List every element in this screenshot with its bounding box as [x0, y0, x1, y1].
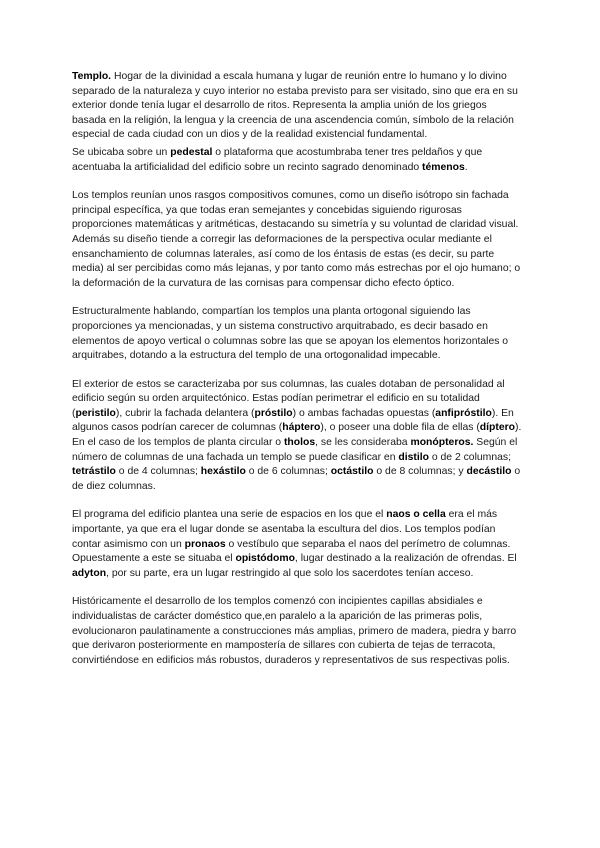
term-anfiprostilo: anfipróstilo [435, 407, 492, 419]
paragraph-compositional-traits: Los templos reunían unos rasgos compositivos comunes, como un diseño isótropo sin fachada principal específica, ya que todas eran semejantes y concebidas siguiendo rigurosas proporciones matemáticas y aritméticas, destacando su simetría y su voluntad de claridad visual. Además su diseño tiende a corregir las deformaciones de la perspectiva ocular mediante el ensanchamiento de columnas laterales, así como de los éntasis de estas (es decir, su parte media) al ser percibidas como más lejanas, y por tanto como más estrechas por el ojo humano; o la deformación de la curvatura de las cornisas para compensar dicho efecto óptico. [72, 190, 521, 289]
term-diptero: díptero [479, 422, 515, 434]
term-distilo: distilo [398, 451, 429, 463]
term-tholos: tholos [283, 437, 316, 449]
term-decastilo: decástilo [466, 466, 512, 478]
paragraph-templo-definition: Templo. Hogar de la divinidad a escala humana y lugar de reunión entre lo humano y lo divino separado de la naturaleza y cuyo interior no estaba previsto para ser visitado, sino que era en su exterior donde tenía lugar el desarrollo de ritos. Representa la amplia unión de los griegos basada en la religión, la lengua y la creencia de una ascendencia común, símbolo de la relación especial de cada ciudad con un dios y de la realidad existencial fundamental. [72, 71, 518, 141]
term-peristilo: peristilo [75, 407, 116, 419]
paragraph-pedestal: Se ubicaba sobre un pedestal o plataforma que acostumbraba tener tres peldaños y que acentuaba la artificialidad del edificio sobre un recinto sagrado denominado témenos. [72, 146, 483, 173]
paragraph-history: Históricamente el desarrollo de los templos comenzó con incipientes capillas absidiales e individualistas de carácter doméstico que,en paralelo a la aparición de las primeras polis, evolucionaron paulatinamente a construcciones más amplias, primero de madera, piedra y barro que derivaron posteriormente en mampostería de sillares con cubierta de tejas de terracota, convirtiéndose en edificios más robustos, duraderos y representativos de sus respectivas polis. [72, 596, 517, 666]
term-tetrastilo: tetrástilo [72, 466, 116, 478]
term-temenos: témenos [422, 161, 465, 173]
term-pedestal: pedestal [170, 146, 213, 158]
term-octastilo: octástilo [330, 466, 374, 478]
term-haptero: háptero [282, 422, 321, 434]
term-templo: Templo. [72, 71, 112, 82]
paragraph-structure: Estructuralmente hablando, compartían los templos una planta ortogonal siguiendo las proporciones ya mencionadas, y un sistema constructivo arquitrabado, es decir basado en elementos de apoyo vertical o columnas sobre las que se apoyan los elementos horizontales o arquitrabes, dotando a la estructura del templo de una ortogonalidad impecable. [72, 306, 509, 362]
term-naos-cella: naos o cella [386, 509, 446, 521]
term-pronaos: pronaos [184, 538, 226, 550]
term-opistodomo: opistódomo [235, 553, 295, 565]
term-hexastilo: hexástilo [200, 466, 246, 478]
paragraph-columns: El exterior de estos se caracterizaba por sus columnas, las cuales dotaban de personalidad al edificio según su orden arquitectónico. Estas podían perimetrar el edificio en su totalidad (peristilo), cubrir la fachada delantera (próstilo) o ambas fachadas opuestas (anfipróstilo). En algunos casos podrían carecer de columnas (háptero), o poseer una doble fila de ellas (díptero). En el caso de los templos de planta circular o tholos, se les consideraba monópteros. Según el número de columnas de una fachada un templo se puede clasificar en distilo o de 2 columnas; tetrástilo o de 4 columnas; hexástilo o de 6 columnas; octástilo o de 8 columnas; y decástilo o de diez columnas. [72, 378, 522, 492]
term-prostilo: próstilo [254, 407, 293, 419]
term-monopteros: monópteros. [410, 437, 474, 449]
term-adyton: adyton [72, 567, 107, 579]
paragraph-program: El programa del edificio plantea una serie de espacios en los que el naos o cella era el más importante, ya que era el lugar donde se asentaba la escultura del dios. Los templos podían contar asimismo con un pronaos o vestíbulo que separaba el naos del perímetro de columnas. Opuestamente a este se situaba el opistódomo, lugar destinado a la realización de ofrendas. El adyton, por su parte, era un lugar restringido al que solo los sacerdotes tenían acceso. [72, 509, 517, 579]
